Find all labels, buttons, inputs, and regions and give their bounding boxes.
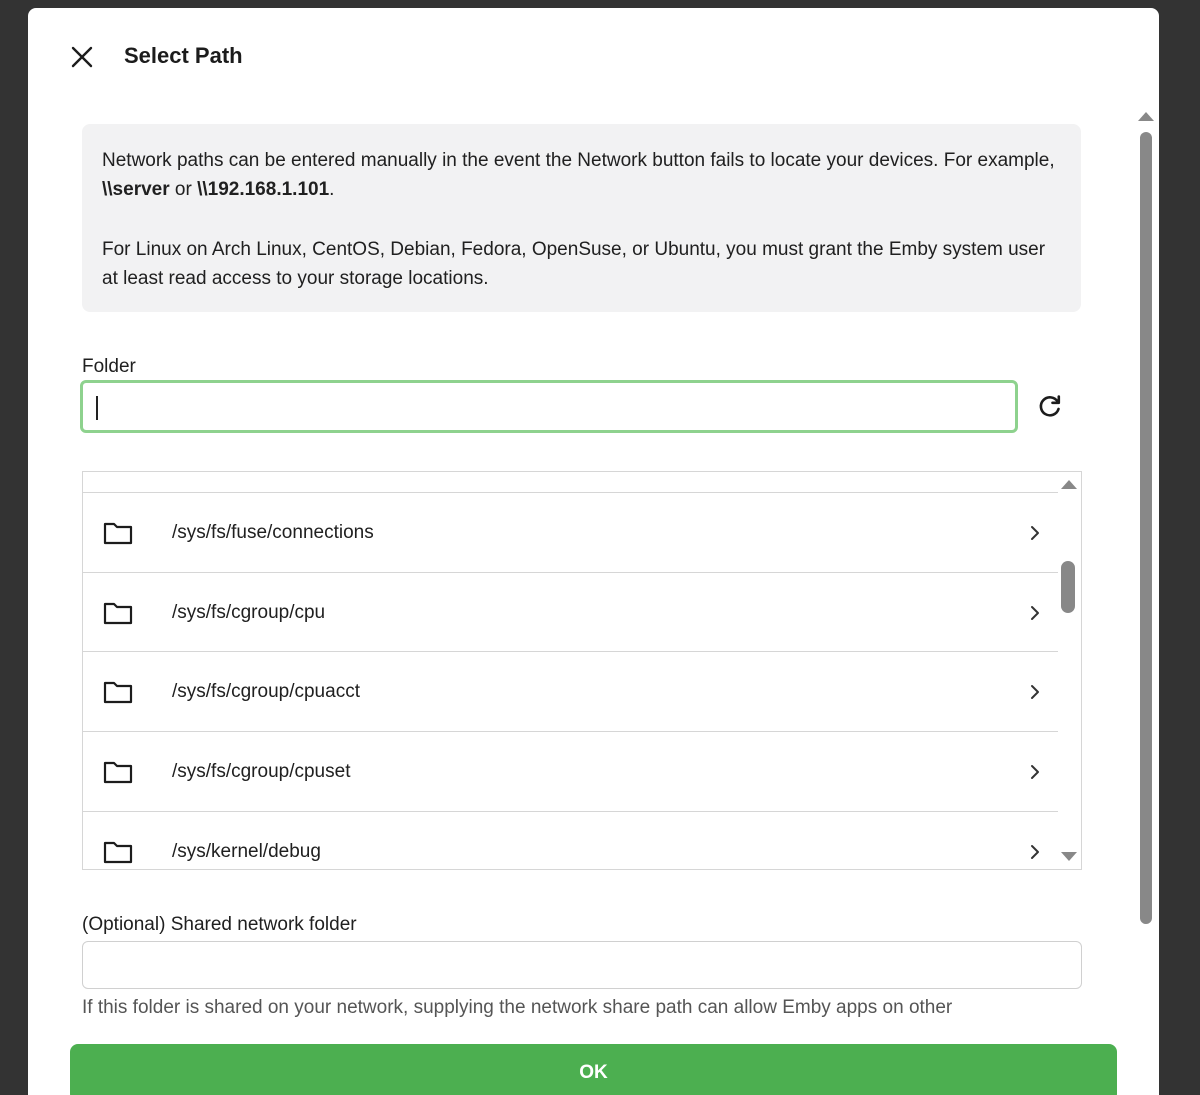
list-item[interactable]	[83, 651, 1058, 731]
dialog-scroll-up-arrow[interactable]	[1138, 112, 1154, 121]
info-paragraph-network	[102, 146, 1061, 204]
chevron-right-icon	[1027, 523, 1043, 543]
list-item[interactable]	[83, 492, 1058, 572]
folder-icon	[103, 600, 133, 626]
list-item[interactable]	[83, 572, 1058, 652]
list-item-label: /sys/fs/cgroup/cpuset	[172, 760, 351, 782]
list-scroll-up-arrow[interactable]	[1061, 480, 1077, 489]
list-item-label: /sys/fs/cgroup/cpu	[172, 601, 326, 623]
refresh-icon	[1037, 393, 1063, 419]
folder-icon	[103, 839, 133, 865]
folder-input[interactable]	[80, 380, 1018, 433]
shared-folder-help-text: If this folder is shared on your network, supplying the network share path can allow Emby apps on other	[82, 997, 953, 1018]
info-text: or	[169, 179, 198, 200]
select-path-dialog	[28, 8, 1159, 1095]
ok-button[interactable]: OK	[70, 1044, 1117, 1095]
chevron-right-icon	[1027, 762, 1043, 782]
list-item[interactable]	[83, 811, 1058, 870]
chevron-right-icon	[1027, 842, 1043, 862]
text-caret	[96, 396, 98, 420]
list-scrollbar-thumb[interactable]	[1061, 561, 1075, 613]
info-text: Network paths can be entered manually in the event the Network button fails to locate your devices. For example,	[102, 150, 1055, 171]
list-item-label: /sys/fs/cgroup/cpuacct	[172, 680, 360, 702]
folder-icon	[103, 759, 133, 785]
list-item-label: /sys/kernel/debug	[172, 840, 321, 862]
close-icon	[71, 46, 93, 68]
chevron-right-icon	[1027, 682, 1043, 702]
dialog-title: Select Path	[124, 43, 243, 68]
dialog-header	[28, 8, 1159, 108]
info-box	[82, 124, 1081, 312]
dialog-scrollbar-thumb[interactable]	[1140, 132, 1152, 924]
folder-icon	[103, 679, 133, 705]
info-text: .	[329, 179, 335, 200]
folder-icon	[103, 520, 133, 546]
directory-list[interactable]	[82, 471, 1082, 870]
list-item[interactable]	[83, 731, 1058, 811]
list-item-label: /sys/fs/fuse/connections	[172, 521, 374, 543]
info-paragraph-linux: For Linux on Arch Linux, CentOS, Debian, Fedora, OpenSuse, or Ubuntu, you must grant the Emby system user at least read access to your storage locations.	[102, 239, 1046, 289]
refresh-button[interactable]	[1032, 388, 1068, 424]
shared-folder-label: (Optional) Shared network folder	[82, 914, 357, 935]
chevron-right-icon	[1027, 603, 1043, 623]
folder-label: Folder	[82, 356, 136, 377]
shared-folder-input[interactable]	[82, 941, 1082, 989]
close-button[interactable]	[66, 41, 98, 73]
dialog-content	[28, 108, 1138, 1028]
list-scroll-down-arrow[interactable]	[1061, 852, 1077, 861]
info-example-ip: \\192.168.1.101	[197, 179, 330, 200]
info-example-server: \\server	[102, 179, 170, 200]
